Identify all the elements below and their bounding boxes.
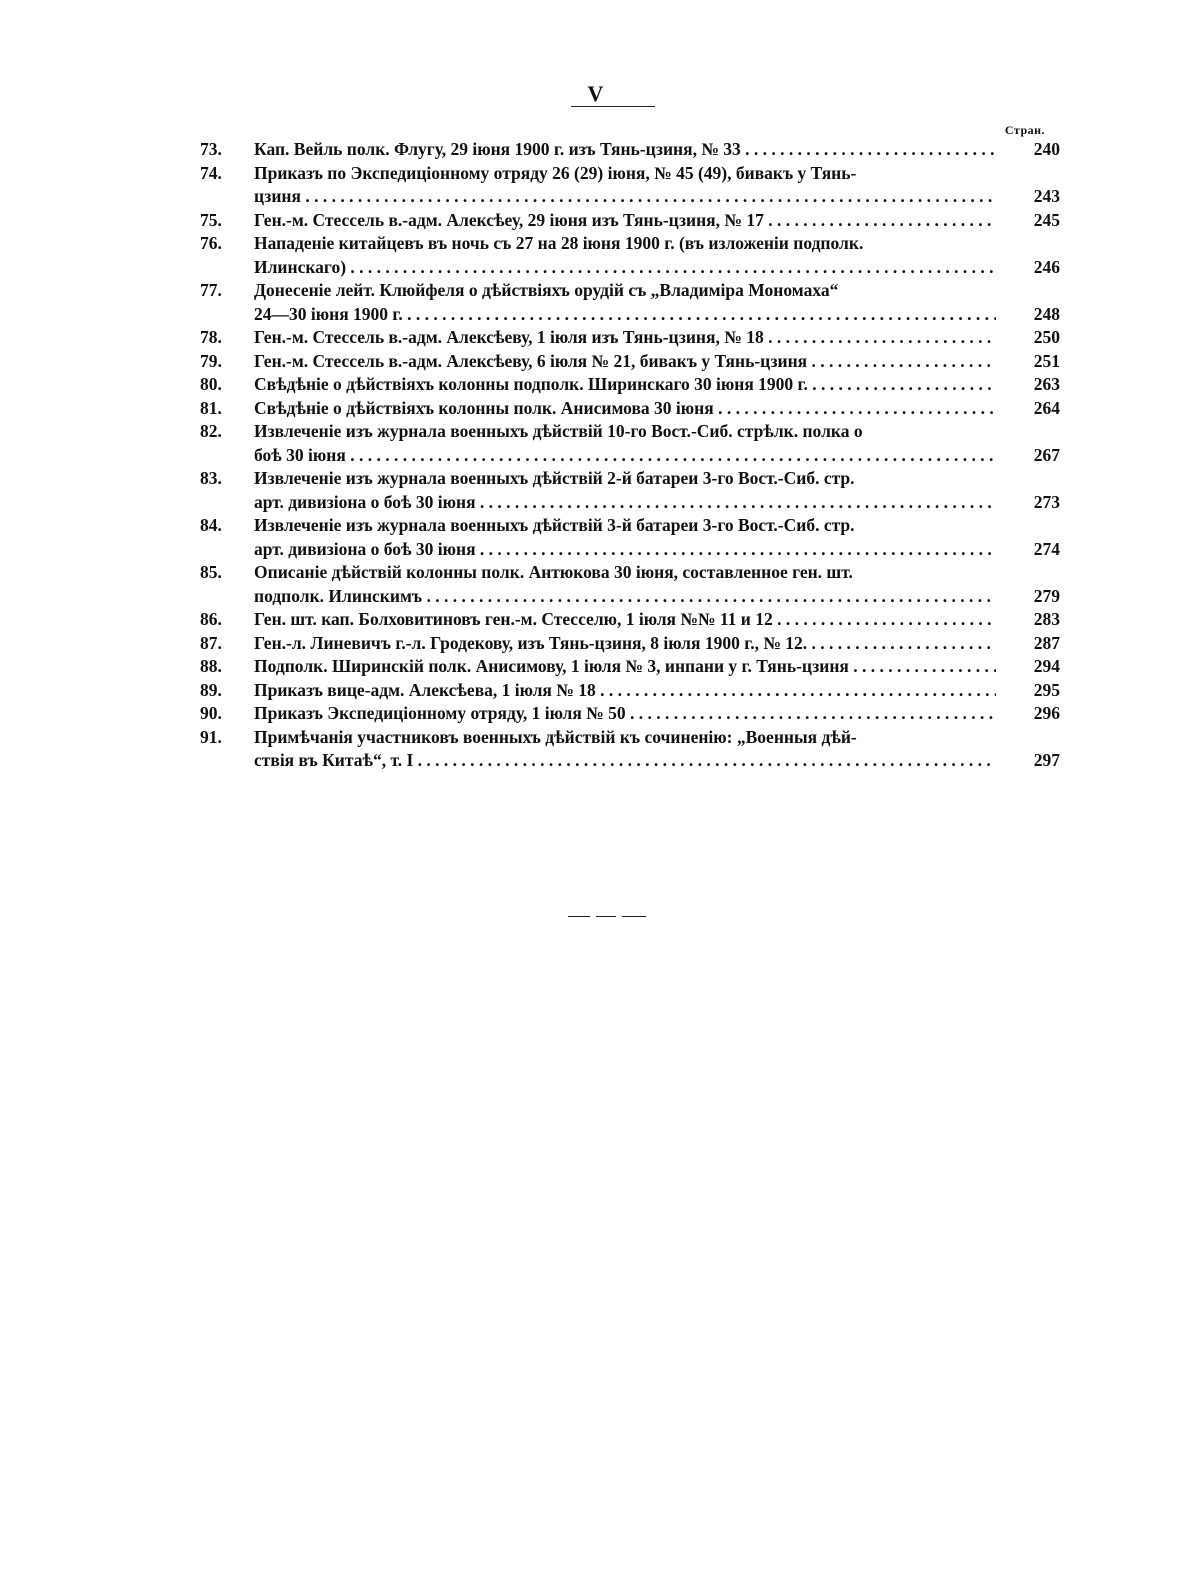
entry-title-last-line bbox=[254, 632, 996, 656]
entry-title-last-line bbox=[254, 326, 996, 350]
entry-number: 76. bbox=[200, 233, 222, 253]
entry-number: 81. bbox=[200, 397, 222, 418]
entry-title-text: подполк. Илинскимъ bbox=[254, 585, 423, 606]
toc-entry bbox=[200, 232, 1060, 279]
toc-entry bbox=[200, 467, 1060, 514]
entry-page-number: 279 bbox=[1033, 585, 1060, 606]
entry-title bbox=[254, 679, 996, 703]
entry-title bbox=[254, 632, 996, 656]
entry-number: 77. bbox=[200, 280, 222, 300]
entry-page-number: 250 bbox=[1033, 327, 1060, 347]
entry-page-number: 283 bbox=[1033, 609, 1060, 629]
dot-leader bbox=[773, 609, 996, 629]
entry-title-last-line bbox=[254, 749, 996, 773]
dot-leader bbox=[807, 351, 996, 371]
entry-page-number: 273 bbox=[1033, 491, 1060, 512]
entry-title bbox=[254, 209, 996, 233]
entry-title-text: ствія въ Китаѣ“, т. I bbox=[254, 750, 414, 770]
dot-leader bbox=[476, 539, 996, 559]
entry-title-text: Свѣдѣніе о дѣйствіяхъ колонны полк. Анисимова 30 іюня bbox=[254, 397, 714, 418]
toc-entry bbox=[200, 373, 1060, 397]
entry-title bbox=[254, 702, 996, 726]
entry-page-number: 294 bbox=[1033, 656, 1060, 676]
entry-title-line: Нападеніе китайцевъ въ ночь съ 27 на 28 іюня 1900 г. (въ изложеніи подполк. bbox=[254, 233, 864, 253]
entry-number: 75. bbox=[200, 209, 222, 230]
entry-title-last-line bbox=[254, 679, 996, 703]
header-rule bbox=[571, 106, 655, 107]
entry-title-last-line bbox=[254, 655, 996, 679]
toc-entry bbox=[200, 561, 1060, 608]
entry-title-last-line bbox=[254, 350, 996, 374]
entry-title-line: Извлеченіе изъ журнала военныхъ дѣйствій 3-й батареи 3-го Вост.-Сиб. стр. bbox=[254, 515, 855, 535]
dot-leader bbox=[422, 586, 996, 606]
toc-entry bbox=[200, 679, 1060, 703]
entry-number: 74. bbox=[200, 162, 222, 183]
entry-page-number: 251 bbox=[1033, 350, 1060, 371]
toc-entry bbox=[200, 162, 1060, 209]
entry-title-line: Извлеченіе изъ журнала военныхъ дѣйствій 10-го Вост.-Сиб. стрѣлк. полка о bbox=[254, 421, 863, 441]
toc-entry bbox=[200, 420, 1060, 467]
toc-entry bbox=[200, 655, 1060, 679]
entry-number: 87. bbox=[200, 632, 222, 653]
entry-title-last-line bbox=[254, 185, 996, 209]
end-rule bbox=[622, 916, 646, 917]
dot-leader bbox=[413, 750, 996, 770]
entry-title-last-line bbox=[254, 209, 996, 233]
entry-title-text: Приказъ вице-адм. Алексѣева, 1 іюля № 18 bbox=[254, 679, 596, 700]
dot-leader bbox=[301, 186, 996, 206]
toc-entry bbox=[200, 138, 1060, 162]
entry-title-last-line bbox=[254, 491, 996, 515]
entry-page-number: 263 bbox=[1033, 374, 1060, 394]
entry-title bbox=[254, 138, 996, 162]
entry-page-number: 248 bbox=[1033, 303, 1060, 324]
entry-number: 78. bbox=[200, 327, 222, 347]
entry-title bbox=[254, 420, 996, 467]
entry-title bbox=[254, 162, 996, 209]
entry-number: 85. bbox=[200, 562, 222, 582]
entry-title-last-line bbox=[254, 585, 996, 609]
entry-page-number: 267 bbox=[1033, 444, 1060, 465]
toc-entry bbox=[200, 279, 1060, 326]
toc-entry bbox=[200, 209, 1060, 233]
entry-page-number: 297 bbox=[1033, 750, 1060, 770]
entry-title-text: арт. дивизіона о боѣ 30 іюня bbox=[254, 491, 476, 512]
dot-leader bbox=[596, 680, 996, 700]
entry-page-number: 296 bbox=[1033, 703, 1060, 723]
entry-title-line: Приказъ по Экспедиціонному отряду 26 (29) іюня, № 45 (49), бивакъ у Тянь- bbox=[254, 162, 857, 183]
entry-title-last-line bbox=[254, 397, 996, 421]
entry-title-line: Описаніе дѣйствій колонны полк. Антюкова 30 іюня, составленное ген. шт. bbox=[254, 562, 853, 582]
entry-title bbox=[254, 561, 996, 608]
entry-title-text: Кап. Вейль полк. Флугу, 29 іюня 1900 г. изъ Тянь-цзиня, № 33 bbox=[254, 139, 741, 159]
entry-title bbox=[254, 655, 996, 679]
toc-entry bbox=[200, 632, 1060, 656]
dot-leader bbox=[849, 656, 996, 676]
entry-title-last-line bbox=[254, 608, 996, 632]
entry-page-number: 274 bbox=[1033, 538, 1060, 559]
entry-page-number: 240 bbox=[1033, 139, 1060, 159]
entry-title-last-line bbox=[254, 444, 996, 468]
entry-title-text: Илинскаго) bbox=[254, 256, 347, 277]
entry-title-text: Подполк. Ширинскій полк. Анисимову, 1 іюля № 3, инпани у г. Тянь-цзиня bbox=[254, 656, 849, 676]
entry-number: 88. bbox=[200, 656, 222, 676]
end-rule bbox=[596, 916, 616, 917]
toc-entry bbox=[200, 350, 1060, 374]
entry-title-line: Извлеченіе изъ журнала военныхъ дѣйствій 2-й батареи 3-го Вост.-Сиб. стр. bbox=[254, 468, 855, 488]
entry-number: 82. bbox=[200, 421, 222, 441]
entry-title bbox=[254, 350, 996, 374]
dot-leader bbox=[403, 304, 996, 324]
dot-leader bbox=[764, 327, 996, 347]
entry-title-text: цзиня bbox=[254, 186, 301, 206]
dot-leader bbox=[764, 210, 996, 230]
entry-number: 79. bbox=[200, 350, 222, 371]
entry-title-last-line bbox=[254, 538, 996, 562]
dot-leader bbox=[741, 139, 996, 159]
toc-entry bbox=[200, 702, 1060, 726]
toc-entry bbox=[200, 397, 1060, 421]
entry-page-number: 287 bbox=[1033, 632, 1060, 653]
entry-title bbox=[254, 326, 996, 350]
entry-title-last-line bbox=[254, 256, 996, 280]
entry-title-line: Примѣчанія участниковъ военныхъ дѣйствій къ сочиненію: „Военныя дѣй- bbox=[254, 726, 857, 747]
entry-title-last-line bbox=[254, 138, 996, 162]
entry-number: 89. bbox=[200, 679, 222, 700]
entry-number: 83. bbox=[200, 468, 222, 488]
dot-leader bbox=[346, 257, 996, 277]
entry-page-number: 295 bbox=[1033, 679, 1060, 700]
entry-title-text: Ген.-м. Стессель в.-адм. Алексѣеву, 6 іюля № 21, бивакъ у Тянь-цзиня bbox=[254, 350, 808, 371]
end-rule bbox=[568, 916, 590, 917]
entry-number: 73. bbox=[200, 139, 222, 159]
entry-page-number: 243 bbox=[1033, 186, 1060, 206]
entry-page-number: 246 bbox=[1033, 256, 1060, 277]
entry-title bbox=[254, 467, 996, 514]
toc-entry bbox=[200, 608, 1060, 632]
dot-leader bbox=[346, 445, 996, 465]
entry-page-number: 245 bbox=[1033, 209, 1060, 230]
entry-title-text: арт. дивизіона о боѣ 30 іюня bbox=[254, 538, 476, 559]
dot-leader bbox=[476, 492, 996, 512]
entry-page-number: 264 bbox=[1033, 397, 1060, 418]
entry-title bbox=[254, 726, 996, 773]
entry-title bbox=[254, 514, 996, 561]
entry-title-text: Приказъ Экспедиціонному отряду, 1 іюля № 50 bbox=[254, 703, 626, 723]
page-column-label: Стран. bbox=[1004, 123, 1046, 137]
entry-number: 86. bbox=[200, 609, 222, 629]
dot-leader bbox=[807, 633, 996, 653]
entry-title-last-line bbox=[254, 702, 996, 726]
table-of-contents bbox=[200, 138, 1060, 773]
entry-title-line: Донесеніе лейт. Клюйфеля о дѣйствіяхъ орудій съ „Владиміра Мономаха“ bbox=[254, 280, 839, 300]
entry-title-text: Ген.-л. Линевичъ г.-л. Гродекову, изъ Тянь-цзиня, 8 іюля 1900 г., № 12. bbox=[254, 632, 808, 653]
entry-title bbox=[254, 373, 996, 397]
entry-title-text: Ген.-м. Стессель в.-адм. Алексѣеу, 29 іюня изъ Тянь-цзиня, № 17 bbox=[254, 209, 764, 230]
dot-leader bbox=[808, 374, 996, 394]
entry-title bbox=[254, 397, 996, 421]
dot-leader bbox=[626, 703, 996, 723]
toc-entry bbox=[200, 326, 1060, 350]
entry-number: 80. bbox=[200, 374, 222, 394]
entry-title-text: Ген.-м. Стессель в.-адм. Алексѣеву, 1 іюля изъ Тянь-цзиня, № 18 bbox=[254, 327, 764, 347]
entry-title-text: Свѣдѣніе о дѣйствіяхъ колонны подполк. Ширинскаго 30 іюня 1900 г. bbox=[254, 374, 808, 394]
entry-title-last-line bbox=[254, 303, 996, 327]
entry-number: 84. bbox=[200, 515, 222, 535]
entry-number: 91. bbox=[200, 726, 222, 747]
page-number: V bbox=[587, 81, 604, 106]
entry-number: 90. bbox=[200, 703, 222, 723]
entry-title-text: боѣ 30 іюня bbox=[254, 444, 346, 465]
entry-title-text: 24—30 іюня 1900 г. bbox=[254, 303, 403, 324]
entry-title bbox=[254, 232, 996, 279]
entry-title bbox=[254, 608, 996, 632]
entry-title-text: Ген. шт. кап. Болховитиновъ ген.-м. Стесселю, 1 іюля №№ 11 и 12 bbox=[254, 609, 773, 629]
toc-entry bbox=[200, 726, 1060, 773]
entry-title-last-line bbox=[254, 373, 996, 397]
dot-leader bbox=[714, 398, 996, 418]
toc-entry bbox=[200, 514, 1060, 561]
entry-title bbox=[254, 279, 996, 326]
